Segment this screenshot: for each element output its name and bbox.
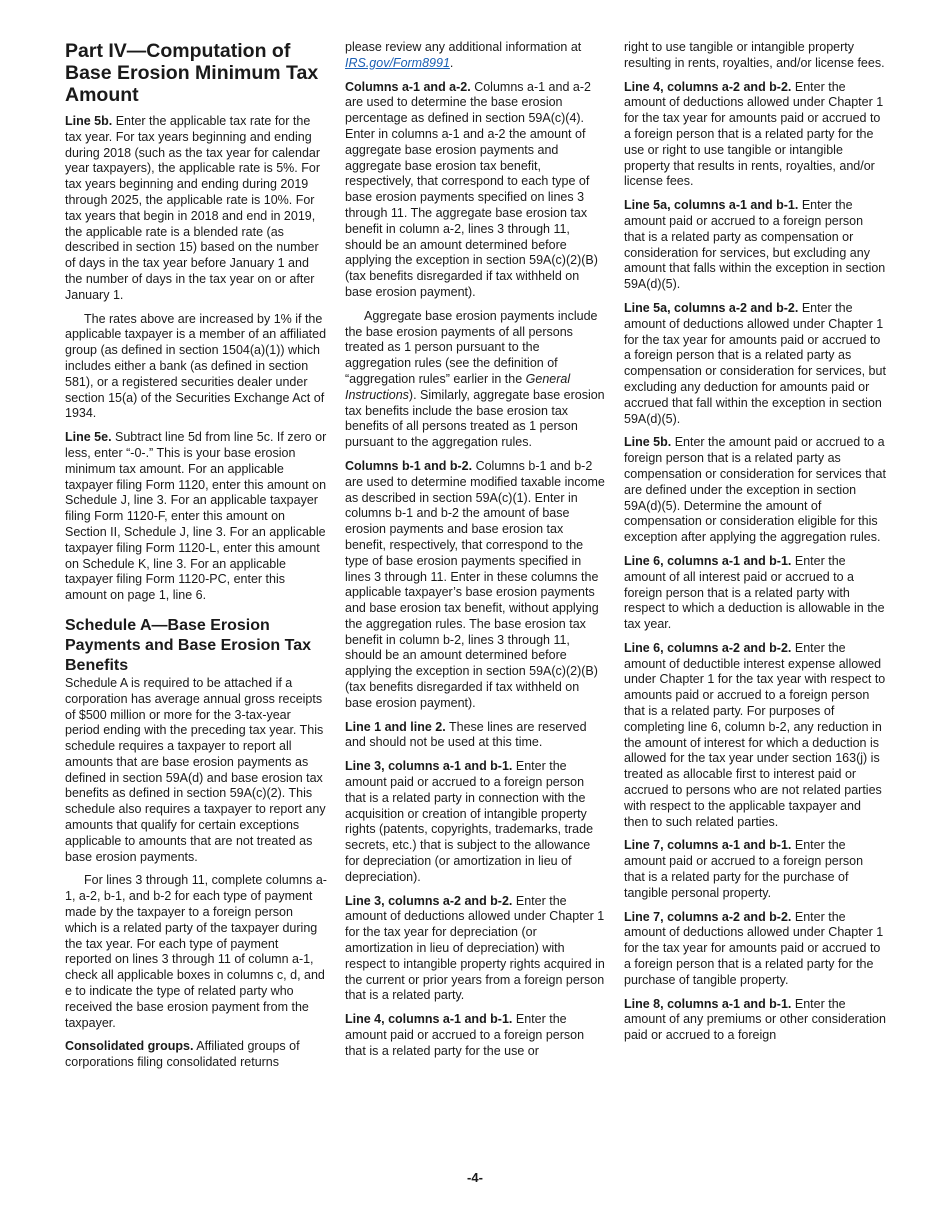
paragraph-continued: right to use tangible or intangible property resulting in rents, royalties, and/or license fees.: [624, 40, 885, 70]
paragraph-line-4-a1-b1: Line 4, columns a-1 and b-1. Enter the amount paid or accrued to a foreign person that is a related party for the use or: [345, 1012, 585, 1058]
page-number: -4-: [467, 1170, 483, 1185]
line-4-a1-b1-label: Line 4, columns a-1 and b-1.: [345, 1012, 513, 1027]
paragraph-lines-3-11: For lines 3 through 11, complete columns a-1, a-2, b-1, and b-2 for each type of payment made by the taxpayer to a foreign person which is a related party of the taxpayer during the tax year. For each type of payment reported on lines 3 through 11 of column a-1, check all applicable boxes in columns c, d, and e to indicate the type of related party who received the base erosion payment from the taxpayer.: [65, 873, 327, 1030]
line-5a-a2-b2-label: Line 5a, columns a-2 and b-2.: [624, 300, 799, 315]
line-6-a1-b1-label: Line 6, columns a-1 and b-1.: [624, 553, 792, 568]
paragraph-line-4-a2-b2: Line 4, columns a-2 and b-2. Enter the amount of deductions allowed under Chapter 1 for the tax year for amounts paid or accrued to a foreign person that is a related party for the use or right to use tangible or intangible property that results in rents, royalties, and/or license fees.: [624, 79, 884, 189]
schedule-a-heading: Schedule A—Base Erosion Payments and Base Erosion Tax Benefits: [65, 616, 312, 674]
columns-b1-b2-label: Columns b-1 and b-2.: [345, 458, 473, 473]
line-4-a2-b2-label: Line 4, columns a-2 and b-2.: [624, 79, 792, 94]
line-5b-schedule-label: Line 5b.: [624, 435, 672, 450]
paragraph-consolidated-groups: Consolidated groups. Affiliated groups of corporations filing consolidated returns: [65, 1039, 300, 1070]
line-7-a1-b1-label: Line 7, columns a-1 and b-1.: [624, 838, 792, 853]
paragraph-line-6-a1-b1: Line 6, columns a-1 and b-1. Enter the amount of all interest paid or accrued to a foreign person that is a related party with respect to which a deduction is allowable in the tax year.: [624, 553, 885, 632]
paragraph-line-5b: Line 5b. Enter the applicable tax rate for the tax year. For tax years beginning and ending during 2018 (such as the tax year for calendar year taxpayers), the applicable rate is 5%. For tax years beginning and ending during 2019 through 2025, the applicable rate is 10%. For tax years that begin in 2018 and end in 2019, the applicable rate is a blended rate (as described in section 15) based on the number of days in the tax year before January 1 and the number of days in the tax year on or after January 1.: [65, 114, 321, 302]
line-1-2-label: Line 1 and line 2.: [345, 719, 446, 734]
paragraph-line-5b-schedule: Line 5b. Enter the amount paid or accrued to a foreign person that is a related party as compensation or consideration for services that are defined under the exception in section 59A(d)(5). Determine the amount of compensation or consideration eligible for this exception after applying the aggregation rules.: [624, 435, 886, 545]
paragraph-columns-b1-b2: Columns b-1 and b-2. Columns b-1 and b-2 are used to determine modified taxable income as described in section 59A(c)(1). Enter in columns b-1 and b-2 the amount of base erosion payments and base erosion tax benefit, respectively, that correspond to the type of base erosion payments specified in lines 3 through 11. Enter in these columns the applicable taxpayer’s base erosion payments and base erosion tax benefit, without applying the aggregation rules. The base erosion tax benefit in column b-2, lines 3 through 11, should be an amount determined before applying the exception in section 59A(c)(2)(B) (tax benefits disregarded if tax withheld on base erosion payment).: [345, 458, 605, 710]
column-1: [65, 40, 327, 1079]
paragraph-line-5a-a2-b2: Line 5a, columns a-2 and b-2. Enter the amount of deductions allowed under Chapter 1 for the tax year for amounts paid or accrued to a foreign person that is a related party as compensation or consideration for services, but excluding any deduction for amounts paid or accrued that fall within the exception in section 59A(d)(5).: [624, 300, 886, 426]
paragraph-columns-a1-a2: Columns a-1 and a-2. Columns a-1 and a-2 are used to determine the base erosion percentage as defined in section 59A(c)(4). Enter in columns a-1 and a-2 the amount of aggregate base erosion payments and aggregate base erosion tax benefit, respectively, that correspond to each type of base erosion payments specified on lines 3 through 11. The aggregate base erosion tax benefit in column a-2, lines 3 through 11, should be an amount determined before applying the exception in section 59A(c)(2)(B) (tax benefits disregarded if tax withheld on base erosion payment).: [345, 79, 598, 299]
paragraph-line-6-a2-b2: Line 6, columns a-2 and b-2. Enter the amount of deductible interest expense allowed under Chapter 1 for the tax year with respect to amounts paid or accrued to a foreign person that is a related party. For purposes of completing line 6, column b-2, any reduction in the amount of interest for which a deduction is allowed for the tax year under section 163(j) is treated as allocable first to interest paid or accrued to persons who are not related parties with respect to the applicable taxpayer and then to such related parties.: [624, 640, 886, 829]
paragraph-line-8-a1-b1: Line 8, columns a-1 and b-1. Enter the amount of any premiums or other consideration paid or accrued to a foreign: [624, 996, 886, 1043]
paragraph-line-1-2: Line 1 and line 2. These lines are reserved and should not be used at this time.: [345, 719, 587, 750]
paragraph-line-5e: Line 5e. Subtract line 5d from line 5c. If zero or less, enter “-0-.” This is your base erosion minimum tax amount. For an applicable taxpayer filing Form 1120, enter this amount on Schedule J, line 3. For an applicable taxpayer filing Form 1120-F, enter this amount on Section II, Schedule J, line 3. For an applicable taxpayer filing Form 1120-L, enter this amount on Schedule K, line 3. For an applicable taxpayer filing Form 1120-PC, enter this amount on page 1, line 6.: [65, 430, 327, 603]
paragraph-aggregate: Aggregate base erosion payments include the base erosion payments of all persons treated as 1 person pursuant to the aggregation rules (see the definition of “aggregation rules” earlier in the General Instructions). Similarly, aggregate base erosion tax benefits include the base erosion tax benefits of all persons treated as 1 person pursuant to the aggregation rules.: [345, 308, 605, 450]
line-6-a2-b2-label: Line 6, columns a-2 and b-2.: [624, 640, 792, 655]
paragraph-additional-info: please review any additional information at IRS.gov/Form8991.: [345, 40, 582, 70]
paragraph-line-3-a2-b2: Line 3, columns a-2 and b-2. Enter the amount of deductions allowed under Chapter 1 for the tax year for depreciation (or amortization in lieu of depreciation) with respect to intangible property rights acquired in the current or prior years from a foreign person that is a related party.: [345, 893, 605, 1003]
line-5b-label: Line 5b.: [65, 114, 113, 128]
line-8-a1-b1-label: Line 8, columns a-1 and b-1.: [624, 996, 792, 1011]
line-5e-label: Line 5e.: [65, 430, 112, 445]
paragraph-line-5a-a1-b1: Line 5a, columns a-1 and b-1. Enter the amount paid or accrued to a foreign person that is a related party as compensation or consideration for services, but excluding any amount that falls within the exception in section 59A(d)(5).: [624, 198, 886, 292]
line-7-a2-b2-label: Line 7, columns a-2 and b-2.: [624, 909, 792, 924]
paragraph-schedule-a: Schedule A is required to be attached if a corporation has average annual gross receipts of $500 million or more for the 3-tax-year period ending with the preceding tax year. This schedule requires a taxpayer to report all amounts that are base erosion payments as defined in section 59A(d) and base erosion tax benefits as defined in section 59A(c)(2). This schedule also requires a taxpayer to report any amounts that qualify for certain exceptions applicable to amounts that are not treated as base erosion payments.: [65, 675, 326, 864]
irs-form8991-link[interactable]: IRS.gov/Form8991: [345, 55, 450, 70]
paragraph-line-7-a2-b2: Line 7, columns a-2 and b-2. Enter the amount of deductions allowed under Chapter 1 for the tax year for amounts paid or accrued to a foreign person that is a related party for the purchase of tangible property.: [624, 909, 884, 987]
paragraph-rates: The rates above are increased by 1% if the applicable taxpayer is a member of an affiliated group (as defined in section 1504(a)(1)) which includes either a bank (as defined in section 581), or a registered securities dealer under section 15(a) of the Securities Exchange Act of 1934.: [65, 311, 327, 421]
paragraph-line-7-a1-b1: Line 7, columns a-1 and b-1. Enter the amount paid or accrued to a foreign person that is a related party for the purchase of tangible personal property.: [624, 838, 864, 900]
part-iv-heading: Part IV—Computation of Base Erosion Minimum Tax Amount: [65, 40, 319, 106]
paragraph-line-3-a1-b1: Line 3, columns a-1 and b-1. Enter the amount paid or accrued to a foreign person that is a related party in connection with the acquisition or creation of intangible property rights (patents, copyrights, trademarks, trade secrets, etc.) that is subject to the allowance for depreciation (or amortization in lieu of depreciation).: [345, 759, 594, 884]
line-3-a2-b2-label: Line 3, columns a-2 and b-2.: [345, 893, 513, 908]
line-5a-a1-b1-label: Line 5a, columns a-1 and b-1.: [624, 198, 799, 213]
consolidated-groups-label: Consolidated groups.: [65, 1039, 194, 1054]
column-3: [624, 40, 886, 1052]
column-2: [345, 40, 607, 1068]
columns-a1-a2-label: Columns a-1 and a-2.: [345, 79, 471, 94]
line-3-a1-b1-label: Line 3, columns a-1 and b-1.: [345, 759, 513, 774]
general-instructions-ref: General Instructions: [345, 371, 571, 402]
